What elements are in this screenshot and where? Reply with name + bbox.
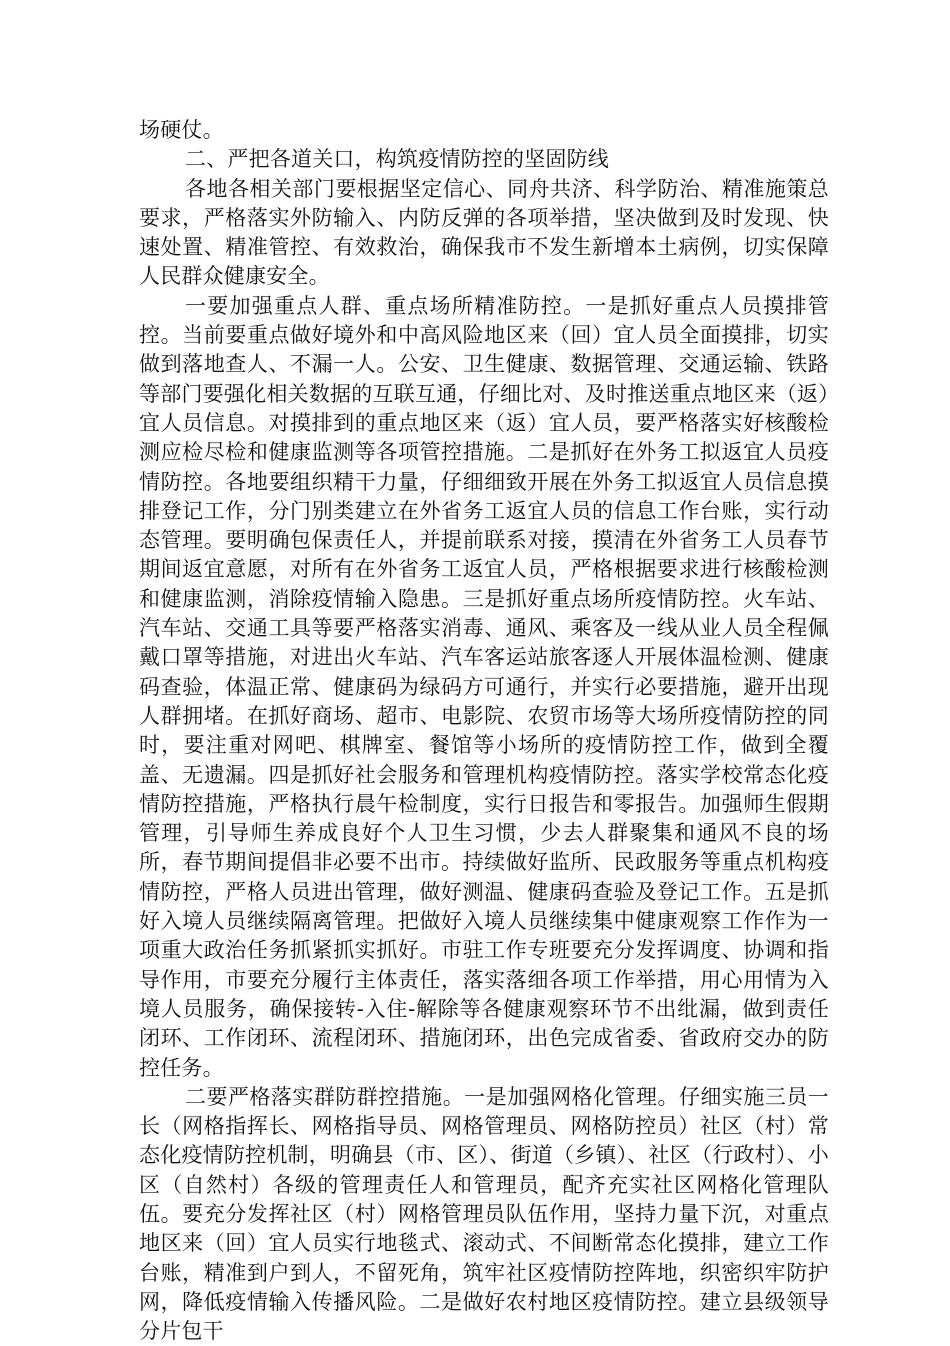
paragraph-intro: 各地各相关部门要根据坚定信心、同舟共济、科学防治、精准施策总要求，严格落实外防输入、内防反弹的各项举措，坚决做到及时发现、快速处置、精准管控、有效救治，确保我市不发生新增本土病例，切实保障人民群众健康安全。 <box>139 176 829 289</box>
paragraph-mass-prevention: 二要严格落实群防群控措施。一是加强网格化管理。仔细实施三员一长（网格指挥长、网格指导员、网格管理员、网格防控员）社区（村）常态化疫情防控机制，明确县（市、区）、街道（乡镇）、社区（行政村）、小区（自然村）各级的管理责任人和管理员，配齐充实社区网格化管理队伍。要充分发挥社区（村）网格管理员队伍作用，坚持力量下沉，对重点地区来（回）宜人员实行地毯式、滚动式、不间断常态化摸排，建立工作台账，精准到户到人，不留死角，筑牢社区疫情防控阵地，织密织牢防护网，降低疫情输入传播风险。二是做好农村地区疫情防控。建立县级领导分片包干 <box>139 1084 829 1344</box>
document-body <box>139 116 829 1346</box>
paragraph-key-groups: 一要加强重点人群、重点场所精准防控。一是抓好重点人员摸排管控。当前要重点做好境外和中高风险地区来（回）宜人员全面摸排，切实做到落地查人、不漏一人。公安、卫生健康、数据管理、交通运输、铁路等部门要强化相关数据的互联互通，仔细比对、及时推送重点地区来（返）宜人员信息。对摸排到的重点地区来（返）宜人员，要严格落实好核酸检测应检尽检和健康监测等各项管控措施。二是抓好在外务工拟返宜人员疫情防控。各地要组织精干力量，仔细细致开展在外务工拟返宜人员信息摸排登记工作，分门别类建立在外省务工返宜人员的信息工作台账，实行动态管理。要明确包保责任人，并提前联系对接，摸清在外省务工人员春节期间返宜意愿，对所有在外省务工返宜人员，严格根据要求进行核酸检测和健康监测，消除疫情输入隐患。三是抓好重点场所疫情防控。火车站、汽车站、交通工具等要严格落实消毒、通风、乘客及一线从业人员全程佩戴口罩等措施，对进出火车站、汽车客运站旅客逐人开展体温检测、健康码查验，体温正常、健康码为绿码方可通行，并实行必要措施，避开出现人群拥堵。在抓好商场、超市、电影院、农贸市场等大场所疫情防控的同时，要注重对网吧、棋牌室、餐馆等小场所的疫情防控工作，做到全覆盖、无遗漏。四是抓好社会服务和管理机构疫情防控。落实学校常态化疫情防控措施，严格执行晨午检制度，实行日报告和零报告。加强师生假期管理，引导师生养成良好个人卫生习惯，少去人群聚集和通风不良的场所，春节期间提倡非必要不出市。持续做好监所、民政服务等重点机构疫情防控，严格人员进出管理，做好测温、健康码查验及登记工作。五是抓好入境人员继续隔离管理。把做好入境人员继续集中健康观察工作作为一项重大政治任务抓紧抓实抓好。市驻工作专班要充分发挥调度、协调和指导作用，市要充分履行主体责任，落实落细各项工作举措，用心用情为入境人员服务，确保接转-入住-解除等各健康观察环节不出纰漏，做到责任闭环、工作闭环、流程闭环、措施闭环，出色完成省委、省政府交办的防控任务。 <box>139 293 829 1080</box>
section-heading: 二、严把各道关口，构筑疫情防控的坚固防线 <box>185 147 609 172</box>
paragraph-continuation: 场硬仗。 <box>139 118 224 142</box>
